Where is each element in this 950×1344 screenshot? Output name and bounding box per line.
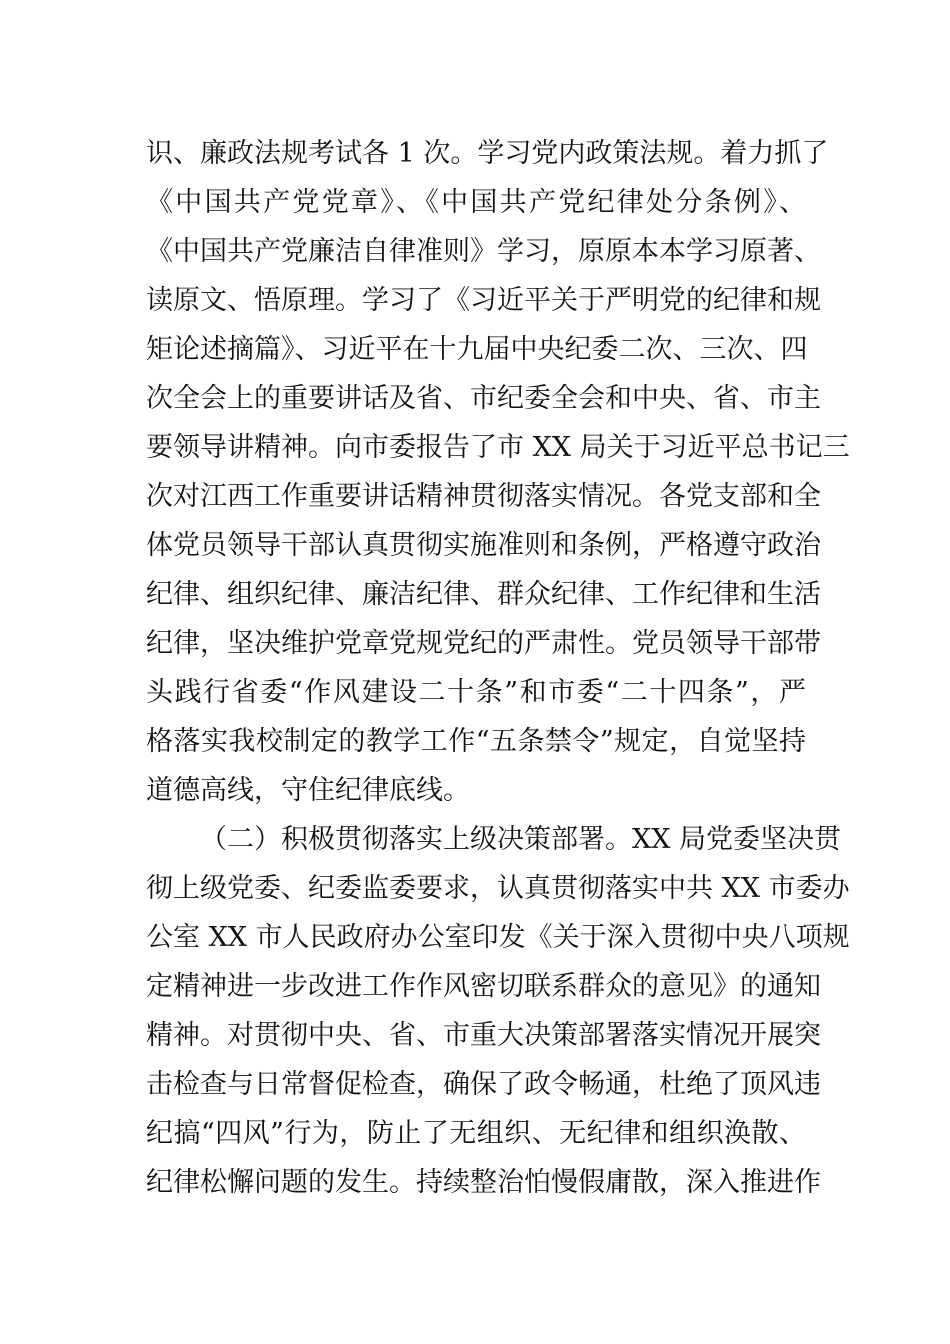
paragraph-line: 纪律松懈问题的发生。持续整治怕慢假庸散，深入推进作 [146, 1167, 821, 1198]
paragraph-line: 道德高线，守住纪律底线。 [146, 775, 470, 806]
paragraph-line: 头践行省委“作风建设二十条”和市委“二十四条”，严 [146, 677, 806, 708]
paragraph-line: 纪律、组织纪律、廉洁纪律、群众纪律、工作纪律和生活 [146, 579, 821, 610]
paragraph-line: 读原文、悟原理。学习了《习近平关于严明党的纪律和规 [146, 285, 821, 316]
paragraph-line: 要领导讲精神。向市委报告了市 XX 局关于习近平总书记三 [146, 432, 850, 463]
paragraph-line: 彻上级党委、纪委监委要求，认真贯彻落实中共 XX 市委办 [146, 873, 850, 904]
paragraph-line: 体党员领导干部认真贯彻实施准则和条例，严格遵守政治 [146, 530, 821, 561]
paragraph-line: 《中国共产党廉洁自律准则》学习，原原本本学习原著、 [146, 236, 821, 267]
paragraph-line: 识、廉政法规考试各 1 次。学习党内政策法规。着力抓了 [146, 138, 829, 169]
paragraph-line: 定精神进一步改进工作作风密切联系群众的意见》的通知 [146, 971, 821, 1002]
paragraph-line: 纪律，坚决维护党章党规党纪的严肃性。党员领导干部带 [146, 628, 821, 659]
section-heading-line: （二）积极贯彻落实上级决策部署。XX 局党委坚决贯 [200, 824, 842, 855]
paragraph-line: 《中国共产党党章》、《中国共产党纪律处分条例》、 [146, 187, 806, 218]
paragraph-line: 击检查与日常督促检查，确保了政令畅通，杜绝了顶风违 [146, 1069, 821, 1100]
paragraph-line: 公室 XX 市人民政府办公室印发《关于深入贯彻中央八项规 [146, 922, 850, 953]
paragraph-line: 矩论述摘篇》、习近平在十九届中央纪委二次、三次、四 [146, 334, 808, 365]
paragraph-line: 次对江西工作重要讲话精神贯彻落实情况。各党支部和全 [146, 481, 821, 512]
paragraph-line: 格落实我校制定的教学工作“五条禁令”规定，自觉坚持 [146, 726, 806, 757]
paragraph-line: 精神。对贯彻中央、省、市重大决策部署落实情况开展突 [146, 1020, 821, 1051]
paragraph-line: 纪搞“四风”行为，防止了无组织、无纪律和组织涣散、 [146, 1118, 806, 1149]
paragraph-line: 次全会上的重要讲话及省、市纪委全会和中央、省、市主 [146, 383, 821, 414]
